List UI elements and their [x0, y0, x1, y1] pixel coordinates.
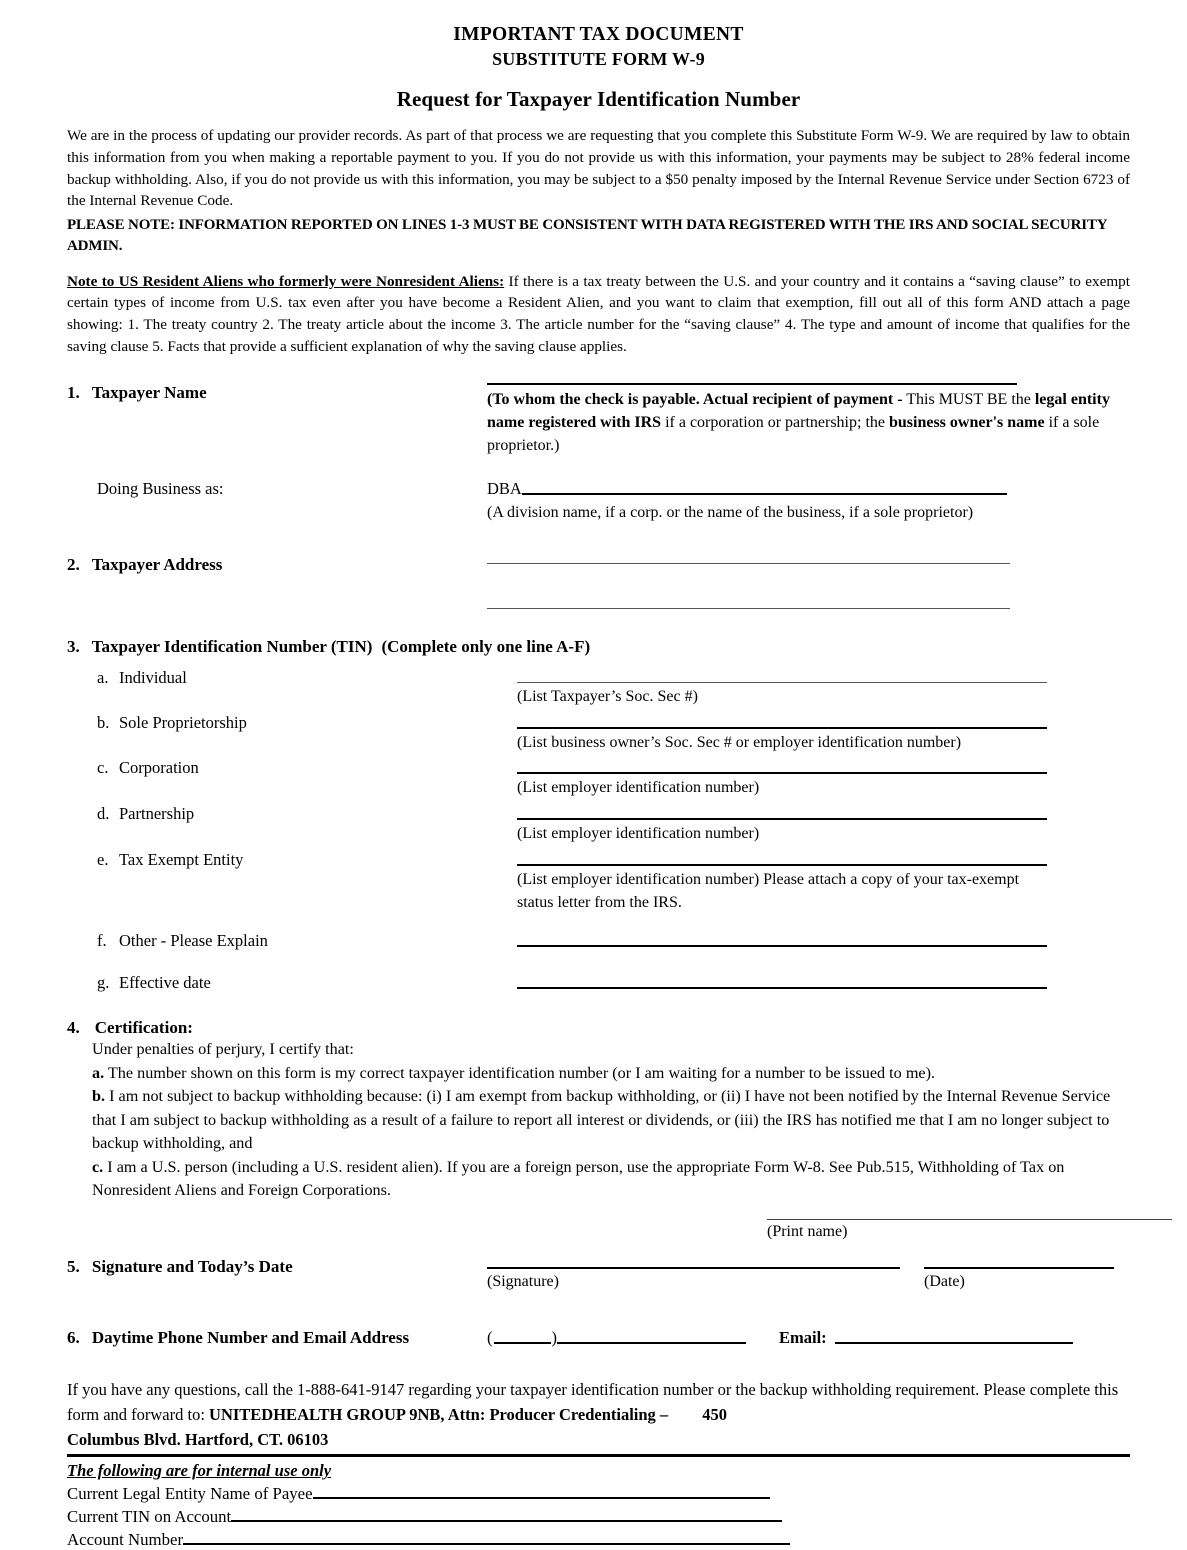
section-2-label: Taxpayer Address [91, 554, 223, 574]
section-1-number: 1. [67, 383, 80, 403]
resident-alien-note-lead: Note to US Resident Aliens who formerly were Nonresident Aliens: [67, 272, 505, 290]
certification-body [67, 1038, 1130, 1202]
internal-field-account-number-label: Account Number [67, 1530, 184, 1550]
tin-item-f-field-column [517, 931, 1130, 947]
internal-field-current-tin-input[interactable] [231, 1520, 782, 1522]
phone-area-code-input[interactable] [494, 1342, 551, 1344]
footer-address: Columbus Blvd. Hartford, CT. 06103 [67, 1429, 329, 1449]
tin-item-d-caption: (List employer identification number) [517, 825, 760, 843]
taxpayer-name-caption-part2: This MUST BE the [902, 391, 1035, 409]
dba-caption: (A division name, if a corp. or the name of the business, if a sole proprietor) [487, 504, 974, 522]
print-name-input-line[interactable] [767, 1219, 1172, 1220]
section-1-label-column [67, 383, 487, 403]
section-4-label: Certification: [94, 1018, 193, 1038]
taxpayer-name-caption-part4: if a corporation or partnership; the [661, 413, 889, 431]
email-input-line[interactable] [835, 1342, 1073, 1344]
certification-item-c-mark: c. [92, 1157, 104, 1176]
tin-item-b-letter: b. [97, 712, 110, 732]
section-6-number: 6. [67, 1328, 80, 1348]
internal-field-legal-entity-name [67, 1484, 1130, 1504]
phone-area-code-open-paren: ( [487, 1328, 493, 1348]
dba-label: Doing Business as: [97, 479, 224, 499]
tin-item-g-field-column [517, 973, 1130, 989]
date-input-line[interactable] [924, 1267, 1114, 1269]
signature-date-lines [487, 1257, 1130, 1294]
tin-item-b-field-column [517, 713, 1130, 755]
dba-label-column [67, 479, 487, 499]
taxpayer-name-caption-part1: (To whom the check is payable. Actual recipient of payment - [487, 391, 903, 409]
tin-item-d-letter: d. [97, 804, 110, 824]
certification-item-b [92, 1085, 1130, 1155]
tin-item-d-label-column [67, 804, 517, 824]
tin-item-g-label: Effective date [119, 973, 211, 993]
dba-prefix: DBA [487, 479, 522, 499]
tin-item-b-caption: (List business owner’s Soc. Sec # or employer identification number) [517, 733, 962, 751]
document-title: IMPORTANT TAX DOCUMENT [453, 24, 744, 45]
tin-item-a-letter: a. [97, 667, 109, 687]
tin-item-corporation [67, 758, 1130, 800]
section-3-label: Taxpayer Identification Number (TIN) [91, 636, 373, 656]
tin-item-e-field-column [517, 850, 1130, 914]
print-name-block [67, 1219, 1130, 1244]
section-2-number: 2. [67, 554, 80, 574]
section-4-number: 4. [67, 1018, 80, 1038]
footer-text-middle: regarding your taxpayer identification number or the backup withholding requirement. Please complete this form and forward to: [67, 1380, 1119, 1424]
section-3-hint: (Complete only one line A-F) [381, 636, 591, 656]
tin-item-e-label: Tax Exempt Entity [119, 849, 244, 869]
section-5-number: 5. [67, 1257, 80, 1277]
internal-field-legal-entity-name-label: Current Legal Entity Name of Payee [67, 1484, 313, 1504]
address-input-line-2[interactable] [487, 608, 1010, 609]
tin-item-d-input-line[interactable] [517, 818, 1047, 820]
internal-use-heading: The following are for internal use only [67, 1461, 332, 1481]
tin-item-c-letter: c. [97, 758, 109, 778]
dba-input-row [487, 479, 1130, 499]
section-4-heading-row [67, 1018, 1130, 1038]
tin-item-e-input-line[interactable] [517, 864, 1047, 866]
certification-item-c-text: I am a U.S. person (including a U.S. resident alien). If you are a foreign person, use the appropriate Form W-8. See Pub.515, Withholding of Tax on Nonresident Aliens and Foreign Corporations. [92, 1157, 1065, 1200]
internal-field-legal-entity-name-input[interactable] [313, 1497, 770, 1499]
section-1-field-column [487, 383, 1130, 457]
section-4-certification [67, 1018, 1130, 1243]
tin-item-f-letter: f. [97, 931, 107, 951]
phone-area-code-close-paren: ) [551, 1328, 557, 1348]
email-label: Email: [779, 1328, 827, 1348]
section-3-tin [67, 637, 1130, 993]
tin-item-a-label-column [67, 668, 517, 688]
footer-recipient: UNITEDHEALTH GROUP 9NB, Attn: Producer Credentialing – [209, 1404, 669, 1424]
section-6-field-column [487, 1328, 1130, 1348]
phone-number-input-line[interactable] [557, 1342, 746, 1344]
internal-field-account-number-input[interactable] [183, 1543, 790, 1545]
signature-caption: (Signature) [487, 1273, 559, 1291]
taxpayer-name-caption-part5: business owner's name [888, 413, 1045, 431]
internal-field-current-tin-label: Current TIN on Account [67, 1507, 232, 1527]
print-name-caption: (Print name) [767, 1222, 848, 1240]
internal-field-current-tin [67, 1507, 1130, 1527]
dba-input-line[interactable] [522, 493, 1007, 495]
footer-phone-number: 1-888-641-9147 [297, 1380, 405, 1400]
certification-item-c [92, 1156, 1130, 1203]
resident-alien-note [67, 271, 1130, 357]
tin-item-f-label: Other - Please Explain [119, 931, 268, 951]
footer-contact-paragraph [67, 1378, 1130, 1452]
tin-item-d-field-column [517, 804, 1130, 846]
certification-lead: Under penalties of perjury, I certify that: [92, 1040, 354, 1059]
certification-item-b-mark: b. [92, 1087, 106, 1106]
section-5-label: Signature and Today’s Date [91, 1257, 293, 1277]
section-5-signature-date [67, 1257, 1130, 1294]
section-6-label-column [67, 1328, 487, 1348]
section-3-number: 3. [67, 636, 80, 656]
tin-item-c-input-line[interactable] [517, 772, 1047, 774]
intro-paragraph: We are in the process of updating our provider records. As part of that process we are requesting that you complete this Substitute Form W-9. We are required by law to obtain this information from you when making a reportable payment to you. If you do not provide us with this information, your payments may be subject to 28% federal income backup withholding. Also, if you do not provide us with this information, you may be subject to a $50 penalty imposed by the Internal Revenue Service under Section 6723 of the Internal Revenue Code. [67, 127, 1130, 210]
tin-item-c-label: Corporation [119, 758, 199, 778]
tin-item-e-label-column [67, 850, 517, 870]
tin-item-b-label-column [67, 713, 517, 733]
section-3-heading-row [67, 637, 1130, 657]
tin-item-a-label: Individual [119, 667, 187, 687]
tin-item-g-letter: g. [97, 973, 110, 993]
signature-input-line[interactable] [487, 1267, 900, 1269]
tin-item-e-letter: e. [97, 849, 109, 869]
certification-item-b-text: I am not subject to backup withholding because: (i) I am exempt from backup withholding, or (ii) I have not been notified by the Internal Revenue Service that I am subject to backup withholding as a result of a failure to report all interest or dividends, or (iii) the IRS has notified me that I am no longer subject to backup withholding, and [92, 1087, 1111, 1153]
signature-field [487, 1257, 900, 1294]
page-title: Request for Taxpayer Identification Number [396, 87, 801, 112]
please-note-text: PLEASE NOTE: INFORMATION REPORTED ON LINES 1-3 MUST BE CONSISTENT WITH DATA REGISTERED WITH THE IRS AND SOCIAL SECURITY ADMIN. [67, 216, 1107, 254]
taxpayer-name-caption-part3: legal entity name registered with IRS [487, 391, 1110, 431]
section-2-field-column [487, 555, 1130, 609]
tin-item-g-label-column [67, 973, 517, 993]
tin-item-effective-date [67, 973, 1130, 993]
footer-text-before: If you have any questions, call the [67, 1380, 298, 1400]
taxpayer-name-caption [487, 389, 1117, 457]
internal-use-block [67, 1457, 1130, 1550]
tin-item-sole-proprietorship [67, 713, 1130, 755]
section-5-label-column [67, 1257, 487, 1277]
taxpayer-name-caption-part6: if a sole proprietor.) [487, 413, 1100, 454]
tin-item-d-label: Partnership [119, 804, 195, 824]
tin-item-c-caption: (List employer identification number) [517, 779, 760, 797]
section-1-label: Taxpayer Name [91, 383, 207, 403]
section-5-field-column [487, 1257, 1130, 1294]
section-2-label-column [67, 555, 487, 575]
tin-item-other [67, 931, 1130, 951]
resident-alien-note-body: If there is a tax treaty between the U.S. and your country and it contains a “saving clause” to exempt certain types of income from U.S. tax even after you have become a Resident Alien, and you want to claim that exemption, fill out all of this form AND attach a page showing: 1. The treaty country 2. The treaty article about the income 3. The article number for the “saving clause” 4. The type and amount of income that qualifies for the saving clause 5. Facts that provide a sufficient explanation of why the saving clause applies. [67, 272, 1130, 355]
tin-item-a-field-column [517, 668, 1130, 709]
tin-item-partnership [67, 804, 1130, 846]
doing-business-as-row [67, 479, 1130, 525]
address-input-line-1[interactable] [487, 563, 1010, 564]
section-2-taxpayer-address [67, 555, 1130, 609]
internal-field-account-number [67, 1530, 1130, 1550]
date-caption: (Date) [924, 1273, 965, 1291]
date-field [924, 1257, 1114, 1294]
tin-item-b-input-line[interactable] [517, 727, 1047, 729]
tin-item-tax-exempt-entity [67, 850, 1130, 914]
certification-item-a [92, 1062, 1130, 1085]
section-6-phone-email [67, 1328, 1130, 1348]
tin-item-a-caption: (List Taxpayer’s Soc. Sec #) [517, 687, 698, 705]
tin-item-f-label-column [67, 931, 517, 951]
tin-item-a-input-line[interactable] [517, 682, 1047, 683]
certification-item-a-text: The number shown on this form is my correct taxpayer identification number (or I am waiting for a number to be issued to me). [104, 1063, 936, 1082]
section-6-label: Daytime Phone Number and Email Address [91, 1328, 410, 1348]
document-subtitle: SUBSTITUTE FORM W-9 [492, 48, 705, 69]
footer-street-number: 450 [702, 1404, 727, 1424]
certification-item-a-mark: a. [92, 1063, 105, 1082]
dba-field-column [487, 479, 1130, 525]
tin-item-c-label-column [67, 758, 517, 778]
section-1-taxpayer-name [67, 383, 1130, 457]
tin-item-b-label: Sole Proprietorship [119, 712, 247, 732]
tin-item-e-caption: (List employer identification number) Please attach a copy of your tax-exempt status letter from the IRS. [517, 870, 1020, 911]
phone-email-row [487, 1328, 1130, 1348]
tin-item-f-input-line[interactable] [517, 945, 1047, 947]
tin-item-individual [67, 668, 1130, 709]
tin-item-c-field-column [517, 758, 1130, 800]
tin-item-g-input-line[interactable] [517, 987, 1047, 989]
taxpayer-name-input-line[interactable] [487, 383, 1017, 385]
